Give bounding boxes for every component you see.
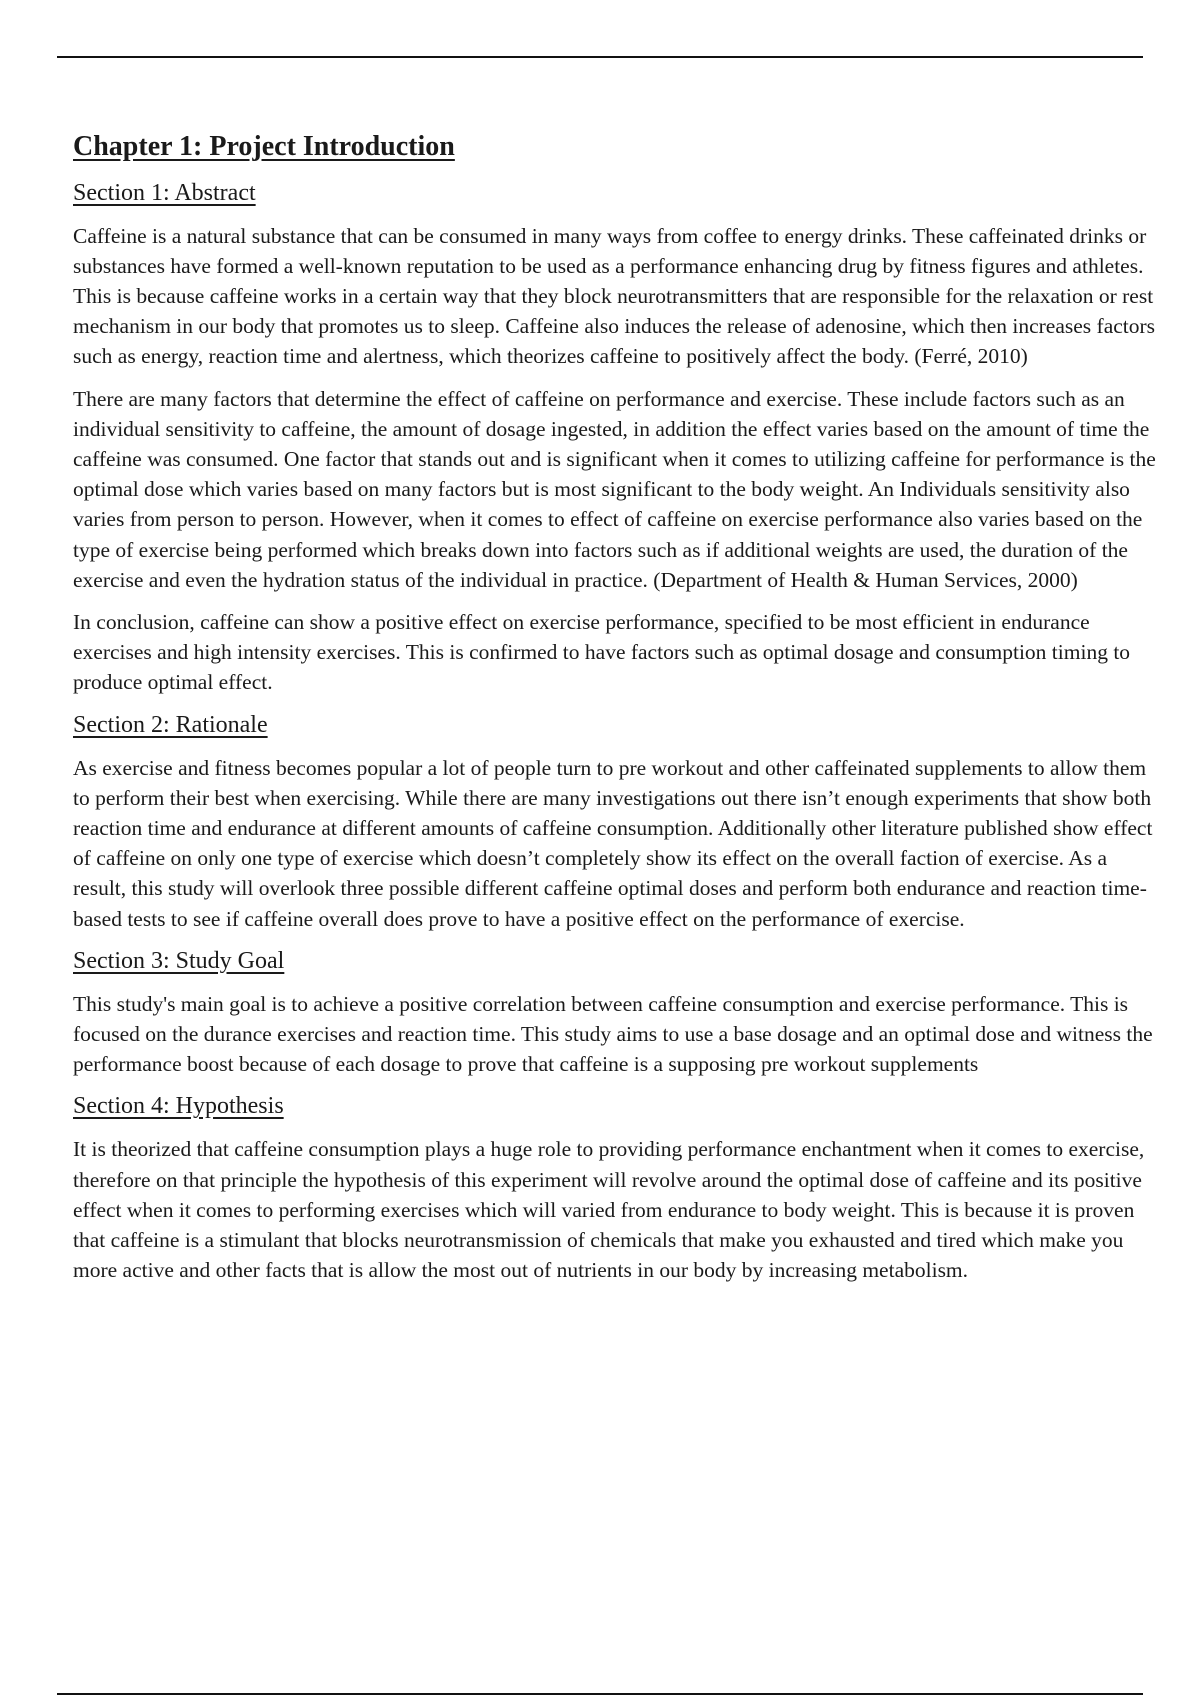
section-heading: Section 3: Study Goal [73,947,285,974]
chapter-title: Chapter 1: Project Introduction [73,131,455,162]
section-rationale [73,710,1163,934]
section-hypothesis [73,1091,1163,1285]
section-study-goal [73,946,1163,1080]
top-divider [57,56,1143,58]
paragraph: Caffeine is a natural substance that can be consumed in many ways from coffee to energy drinks. These caffeinated drinks or substances have formed a well-known reputation to be used as a performance enhancing drug by fitness figures and athletes. This is because caffeine works in a certain way that they block neurotransmitters that are responsible for the relaxation or rest mechanism in our body that promotes us to sleep. Caffeine also induces the release of adenosine, which then increases factors such as energy, reaction time and alertness, which theorizes caffeine to positively affect the body. (Ferré, 2010) [73,223,1156,369]
document-body [73,130,1163,1297]
paragraph: As exercise and fitness becomes popular a lot of people turn to pre workout and other caffeinated supplements to allow them to perform their best when exercising. While there are many investigations out there isn’t enough experiments that show both reaction time and endurance at different amounts of caffeine consumption. Additionally other literature published show effect of caffeine on only one type of exercise which doesn’t completely show its effect on the overall faction of exercise. As a result, this study will overlook three possible different caffeine optimal doses and perform both endurance and reaction time-based tests to see if caffeine overall does prove to have a positive effect on the performance of exercise. [73,755,1153,931]
paragraph: There are many factors that determine the effect of caffeine on performance and exercise. These include factors such as an individual sensitivity to caffeine, the amount of dosage ingested, in addition the effect varies based on the amount of time the caffeine was consumed. One factor that stands out and is significant when it comes to utilizing caffeine for performance is the optimal dose which varies based on many factors but is most significant to the body weight. An Individuals sensitivity also varies from person to person. However, when it comes to effect of caffeine on exercise performance also varies based on the type of exercise being performed which breaks down into factors such as if additional weights are used, the duration of the exercise and even the hydration status of the individual in practice. (Department of Health & Human Services, 2000) [73,386,1156,592]
paragraph: In conclusion, caffeine can show a positive effect on exercise performance, specified to be most efficient in endurance exercises and high intensity exercises. This is confirmed to have factors such as optimal dosage and consumption timing to produce optimal effect. [73,610,1131,695]
section-abstract [73,178,1163,698]
section-heading: Section 2: Rationale [73,711,268,738]
paragraph: This study's main goal is to achieve a positive correlation between caffeine consumption and exercise performance. This is focused on the durance exercises and reaction time. This study aims to use a base dosage and an optimal dose and witness the performance boost because of each dosage to prove that caffeine is a supposing pre workout supplements [73,991,1153,1077]
section-heading: Section 1: Abstract [73,179,256,206]
section-heading: Section 4: Hypothesis [73,1093,284,1120]
bottom-divider [57,1693,1143,1695]
paragraph: It is theorized that caffeine consumption plays a huge role to providing performance enchantment when it comes to exercise, therefore on that principle the hypothesis of this experiment will revolve around the optimal dose of caffeine and its positive effect when it comes to performing exercises which will varied from endurance to body weight. This is because it is proven that caffeine is a stimulant that blocks neurotransmission of chemicals that make you exhausted and tired which make you more active and other facts that is allow the most out of nutrients in our body by increasing metabolism. [73,1137,1145,1283]
